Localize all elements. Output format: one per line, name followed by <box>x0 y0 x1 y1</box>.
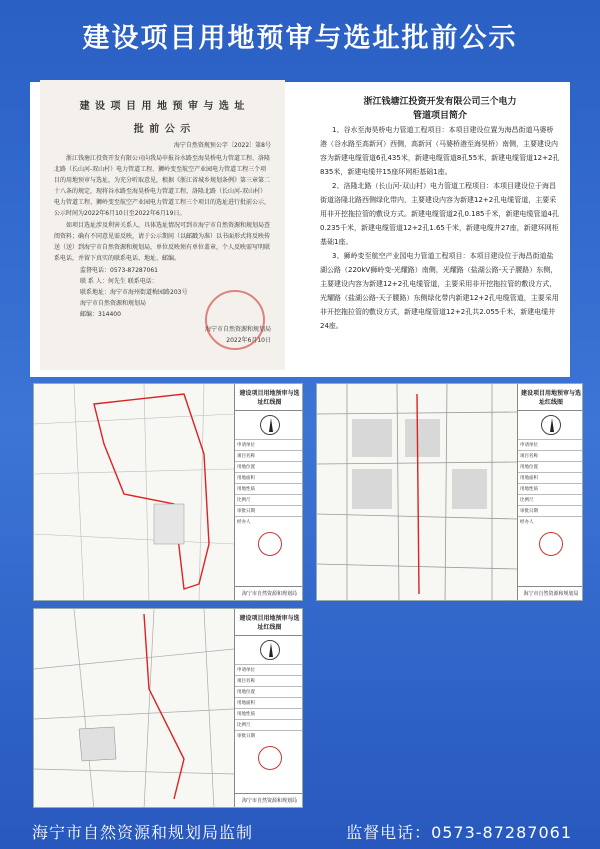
map-sidebar <box>517 384 583 600</box>
official-notice-document <box>40 80 285 370</box>
map-info-table <box>518 439 583 528</box>
approval-seal <box>539 532 563 556</box>
table-row: 用地位置 <box>235 462 303 473</box>
table-row: 用地性质 <box>235 484 303 495</box>
table-row: 项目名称 <box>235 451 303 462</box>
notice-title-line2: 批 前 公 示 <box>133 124 192 135</box>
table-row: 经办人 <box>518 517 583 528</box>
summary-title-line2: 管道项目简介 <box>412 111 467 121</box>
contact-address: 联系地址：海宁市海州街道梅园路203号 <box>80 289 188 296</box>
table-row: 比例尺 <box>518 495 583 506</box>
table-row: 经办人 <box>235 517 303 528</box>
table-row: 项目名称 <box>235 676 303 687</box>
site-map-1 <box>33 383 303 601</box>
project-item-1: 1、谷水至海昊桥电力管道工程项目：本项目建设位置为海昌街道马婆桥港（谷水路至高新河）西侧，高新河（马婆桥港至海昊桥）南侧，主要建设内容为新建电缆管道6孔435米，新建电缆管道8孔55米，新建电缆管道12+2孔835米，新建电缆井15座环网柜基础1座。 <box>320 126 560 176</box>
issuer: 海宁市自然资源和规划局 <box>204 326 271 333</box>
table-row: 用地面积 <box>235 698 303 709</box>
poster-title: 建设项目用地预审与选址批前公示 <box>82 23 518 54</box>
table-row: 比例尺 <box>235 495 303 506</box>
notice-paragraph-1: 浙江钱塘江投资开发有限公司向我局申报谷水路至海昊桥电力管道工程、洛隆北路（长山河-双山村）电力管道工程、狮岭变至航空产业园电力管道工程三个项目的用地预审与选址，为充分听取意见，根据《浙江省城乡规划条例》第三章第二十八条的规定，现将谷水路至海昊桥电力管道工程、洛隆北路（长山河-双山村）电力管道工程、狮岭变至航空产业园电力管道工程三个项目的选址进行批前公示，公示时间为2022年6月10日至2022年6月19日。 <box>54 155 271 217</box>
north-arrow-icon <box>260 640 280 660</box>
issue-date: 2022年6月10日 <box>226 337 271 344</box>
table-row: 申请单位 <box>518 440 583 451</box>
table-row: 用地位置 <box>235 687 303 698</box>
approval-seal <box>258 746 282 770</box>
table-row: 申请单位 <box>235 665 303 676</box>
site-map-3 <box>33 608 303 808</box>
contact-tel: 监督电话：0573-87287061 <box>80 267 158 274</box>
contact-person: 联 系 人：何先生 联系电话： <box>80 278 158 285</box>
map-sidebar-title: 建设项目用地预审与选址红线图 <box>235 609 303 636</box>
contact-org: 海宁市自然资源和规划局 <box>80 300 147 307</box>
table-row: 用地面积 <box>235 473 303 484</box>
map-sidebar-footer: 海宁市自然资源和规划局 <box>235 793 303 807</box>
poster-footer <box>0 810 600 849</box>
map-info-table <box>235 664 303 742</box>
map-drawing <box>34 384 234 601</box>
table-row: 用地位置 <box>518 462 583 473</box>
map-sidebar-footer: 海宁市自然资源和规划局 <box>518 586 583 600</box>
map-sidebar <box>234 384 303 600</box>
postcode: 邮编：314400 <box>80 311 121 318</box>
table-row: 用地面积 <box>518 473 583 484</box>
map-drawing <box>34 609 234 808</box>
project-item-2: 2、洛隆北路（长山河-双山村）电力管道工程项目：本项目建设位于海昌街道洛隆北路西侧绿化带内，主要建设内容为新建12+2孔电缆管道，主要采用非开挖拖拉管的敷设方式。新建电缆管道2孔0.185千米，新建电缆管道4孔0.235千米，新建电缆管道12+2孔1.65千米，新建电缆井27座，新建环网柜基础1座。 <box>320 182 559 246</box>
map-drawing <box>317 384 517 601</box>
north-arrow-icon <box>260 415 280 435</box>
table-row: 审批日期 <box>235 731 303 742</box>
project-item-3: 3、狮岭变至航空产业园电力管道工程项目：本项目建设位于海昌街道盐湖公路（220kV狮岭变-光耀路）南侧，光耀路（盐湖公路-天子腰路）东侧，主要建设内容为新建12+2孔电缆管道，主要采用非开挖拖拉管的敷设方式，光耀路（盐湖公路-天子腰路）东侧绿化带内新建12+2孔电缆管道，主要采用非开挖拖拉管的敷设方式，新建电缆管道12+2孔共2.055千米，新建电缆井24座。 <box>320 252 559 330</box>
map-info-table <box>235 439 303 528</box>
table-row: 审批日期 <box>235 506 303 517</box>
summary-title-line1: 浙江钱塘江投资开发有限公司三个电力 <box>363 97 517 107</box>
map-sidebar-title: 建设项目用地预审与选址红线图 <box>235 384 303 411</box>
table-row: 比例尺 <box>235 720 303 731</box>
approval-seal <box>258 532 282 556</box>
document-number: 海宁自然资规预公字〔2022〕第8号 <box>173 142 271 149</box>
official-seal <box>205 290 265 350</box>
project-summary <box>320 95 560 365</box>
table-row: 用地性质 <box>518 484 583 495</box>
map-sidebar-title: 建设项目用地预审与选址红线图 <box>518 384 583 411</box>
map-sidebar <box>234 609 303 807</box>
map-sidebar-footer: 海宁市自然资源和规划局 <box>235 586 303 600</box>
notice-paragraph-2: 如项目选址涉及利害关系人，具体选址情况可到市海宁市自然资源和规划局查阅资料；确有不同意见需反映，请于公示期间（以邮戳为准）以书面形式将反映传送（送）到海宁市自然资源和规划局，单位反映须有单位盖章，个人反映需写明联系电话，并留下真实的联系电话、地址、邮编。 <box>54 222 271 262</box>
north-arrow-icon <box>541 415 561 435</box>
notice-title-line1: 建 设 项 目 用 地 预 审 与 选 址 <box>79 101 246 112</box>
table-row: 审批日期 <box>518 506 583 517</box>
table-row: 项目名称 <box>518 451 583 462</box>
footer-org: 海宁市自然资源和规划局监制 <box>32 823 254 842</box>
site-map-2 <box>316 383 583 601</box>
table-row: 用地性质 <box>235 709 303 720</box>
table-row: 申请单位 <box>235 440 303 451</box>
footer-hotline: 监督电话：0573-87287061 <box>346 823 572 842</box>
